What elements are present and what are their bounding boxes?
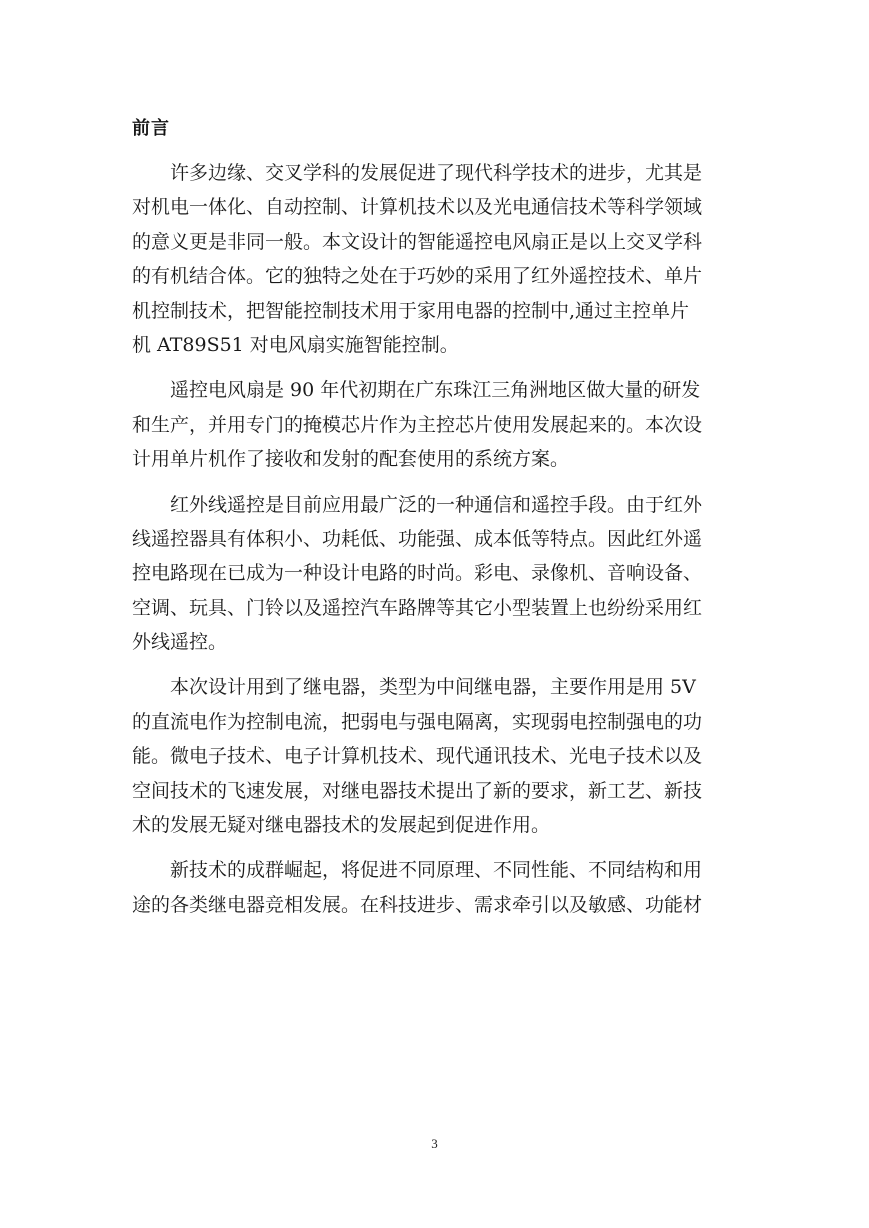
paragraph: [132, 853, 740, 922]
text-line: 空调、玩具、门铃以及遥控汽车路牌等其它小型装置上也纷纷采用红: [132, 596, 703, 619]
text-line: 的直流电作为控制电流，把弱电与强电隔离，实现弱电控制强电的功: [132, 710, 703, 733]
text-line: 的意义更是非同一般。本文设计的智能遥控电风扇正是以上交叉学科: [132, 230, 703, 253]
text-line: 红外线遥控是目前应用最广泛的一种通信和遥控手段。由于红外: [170, 493, 703, 516]
text-line: 线遥控器具有体积小、功耗低、功能强、成本低等特点。因此红外遥: [132, 527, 703, 550]
text-line: 术的发展无疑对继电器技术的发展起到促进作用。: [132, 814, 551, 837]
page-number: 3: [431, 1136, 438, 1151]
body-text: [132, 156, 740, 922]
text-line: 遥控电风扇是 90 年代初期在广东珠江三角洲地区做大量的研发: [170, 379, 701, 402]
text-line: 许多边缘、交叉学科的发展促进了现代科学技术的进步，尤其是: [170, 162, 703, 184]
text-line: 计用单片机作了接收和发射的配套使用的系统方案。: [132, 448, 570, 471]
text-line: 能。微电子技术、电子计算机技术、现代通讯技术、光电子技术以及: [132, 745, 703, 768]
paragraph: [132, 488, 740, 660]
text-line: 新技术的成群崛起，将促进不同原理、不同性能、不同结构和用: [170, 859, 703, 882]
text-line: 对机电一体化、自动控制、计算机技术以及光电通信技术等科学领域: [132, 196, 703, 219]
text-line: 机控制技术，把智能控制技术用于家用电器的控制中,通过主控单片: [132, 299, 690, 322]
text-line: 机 AT89S51 对电风扇实施智能控制。: [132, 333, 459, 356]
text-line: 空间技术的飞速发展，对继电器技术提出了新的要求，新工艺、新技: [132, 779, 703, 802]
paragraph: [132, 670, 740, 842]
text-line: 途的各类继电器竞相发展。在科技进步、需求牵引以及敏感、功能材: [132, 893, 703, 916]
paragraph: [132, 156, 740, 362]
text-line: 的有机结合体。它的独特之处在于巧妙的采用了红外遥控技术、单片: [132, 265, 703, 288]
text-line: 控电路现在已成为一种设计电路的时尚。彩电、录像机、音响设备、: [132, 562, 703, 585]
text-line: 和生产，并用专门的掩模芯片作为主控芯片使用发展起来的。本次设: [132, 413, 703, 436]
text-line: 外线遥控。: [132, 631, 228, 654]
text-line: 本次设计用到了继电器，类型为中间继电器，主要作用是用 5V: [170, 676, 696, 699]
section-heading: 前言: [132, 118, 170, 139]
paragraph: [132, 373, 740, 476]
